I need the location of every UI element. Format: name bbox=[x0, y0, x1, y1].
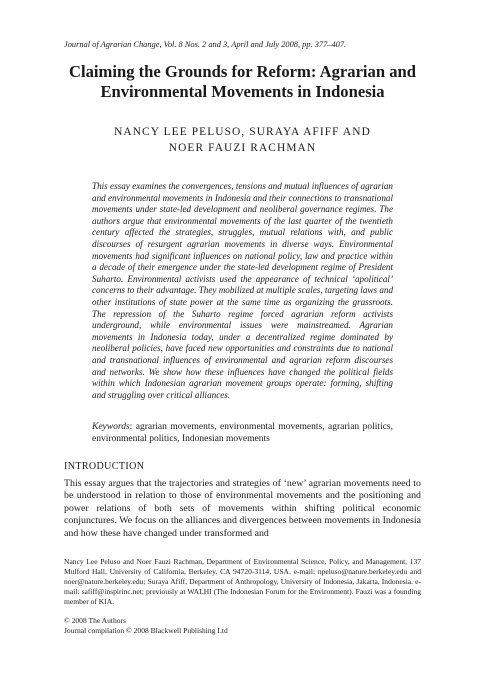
article-title: Claiming the Grounds for Reform: Agrarian and Environmental Movements in Indonesia bbox=[69, 62, 416, 101]
keywords-text: : agrarian movements, environmental movements, agrarian politics, environmental politics, Indonesian movements bbox=[92, 422, 393, 444]
section-heading: INTRODUCTION bbox=[64, 461, 145, 472]
intro-paragraph: This essay argues that the trajectories and strategies of ‘new’ agrarian movements need to be understood in relation to those of environmental movements and the positioning and power relations of both sets of movements within shifting political economic conjunctures. We focus on the alliances and divergences between movements in Indonesia and how these have changed under transformed and bbox=[64, 478, 421, 539]
abstract: This essay examines the convergences, tensions and mutual influences of agrarian and environmental movements in Indonesia and their connections to transnational movements under state-led development and neoliberal governance regimes. The authors argue that environmental movements of the last quarter of the twentieth century affected the strategies, struggles, mutual relations with, and public discourses of resurgent agrarian movements in diverse ways. Environmental movements had significant influences on national policy, law and practice within a decade of their emergence under the state-led development regime of President Suharto. Environmental activists used the appearance of technical ‘apolitical’ concerns to their advantage. They mobilized at multiple scales, targeting laws and other institutions of state power at the same time as organizing the grassroots. The repression of the Suharto regime forced agrarian reform activists underground, while environmental issues were mainstreamed. Agrarian movements in Indonesia today, under a decentralized regime dominated by neoliberal policies, have faced new opportunities and constraints due to national and transnational influences of environmental and agrarian reform discourses and networks. We show how these influences have changed the political fields within which Indonesian agrarian movement groups operate: forming, shifting and struggling over critical alliances. bbox=[92, 181, 394, 400]
author-list bbox=[56, 125, 429, 156]
keywords bbox=[92, 421, 393, 445]
keywords-label: Keywords bbox=[92, 422, 130, 432]
copyright-line: Journal compilation © 2008 Blackwell Publishing Ltd bbox=[64, 625, 228, 635]
copyright-line: © 2008 The Authors bbox=[64, 616, 126, 625]
author-line: NOER FAUZI RACHMAN bbox=[168, 141, 317, 154]
copyright-notice bbox=[64, 616, 421, 635]
journal-citation: Journal of Agrarian Change, Vol. 8 Nos. 2 and 3, April and July 2008, pp. 377–407. bbox=[64, 40, 347, 49]
author-affiliation-footnote: Nancy Lee Peluso and Noer Fauzi Rachman, Department of Environmental Science, Policy, and Management, 137 Mulford Hall, University of California, Berkeley, CA 94720-3114, USA. e-mail: npeluso@nature.berkeley.edu and noer@nature.berkeley.edu; Suraya Afiff, Department of Anthropology, University of Indonesia, Jakarta, Indonesia. e-mail: safiff@inspirinc.net; previously at WALHI (The Indonesian Forum for the Environment). Fauzi was a founding member of KIA. bbox=[64, 557, 421, 606]
author-line: NANCY LEE PELUSO, SURAYA AFIFF AND bbox=[114, 126, 371, 138]
